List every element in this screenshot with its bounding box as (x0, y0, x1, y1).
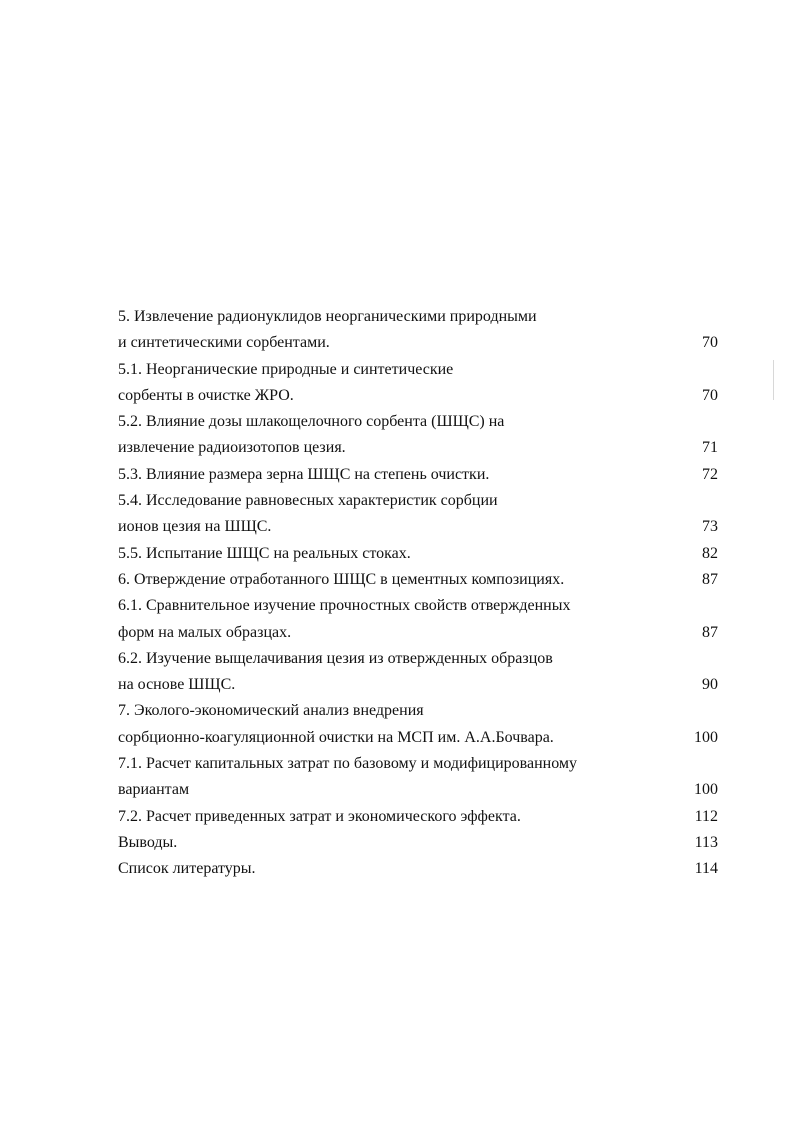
scan-edge-mark (773, 360, 774, 400)
toc-entry-title: 7. Эколого-экономический анализ внедрения (118, 702, 424, 720)
toc-entry (118, 462, 718, 488)
toc-entry (118, 698, 718, 724)
toc-entry-title: ионов цезия на ШЩС. (118, 518, 272, 536)
toc-entry (118, 383, 718, 409)
toc-entry-page-number: 112 (694, 807, 718, 825)
toc-entry-title: 7.2. Расчет приведенных затрат и экономического эффекта. (118, 807, 521, 825)
toc-entry (118, 435, 718, 461)
toc-entry-title: 6.1. Сравнительное изучение прочностных свойств отвержденных (118, 597, 571, 615)
toc-entry-title: 6.2. Изучение выщелачивания цезия из отвержденных образцов (118, 649, 553, 667)
toc-entry-page-number: 72 (702, 465, 718, 483)
toc-entry-title: 6. Отверждение отработанного ШЩС в цементных композициях. (118, 570, 565, 588)
toc-entry (118, 357, 718, 383)
toc-entry (118, 646, 718, 672)
toc-entry-page-number: 100 (694, 781, 718, 799)
toc-entry-page-number: 90 (702, 676, 718, 694)
toc-entry (118, 620, 718, 646)
toc-entry (118, 514, 718, 540)
toc-entry-title: сорбенты в очистке ЖРО. (118, 386, 294, 404)
toc-entry-title: вариантам (118, 781, 190, 799)
toc-entry (118, 856, 718, 882)
toc-entry (118, 751, 718, 777)
toc-entry-title: Список литературы. (118, 860, 256, 878)
toc-entry-page-number: 87 (702, 623, 718, 641)
toc-entry-title: сорбционно-коагуляционной очистки на МСП им. А.А.Бочвара. (118, 728, 554, 746)
toc-entry-page-number: 82 (702, 544, 718, 562)
toc-entry-title: Выводы. (118, 833, 178, 851)
toc-entry (118, 541, 718, 567)
toc-entry-title: 5.2. Влияние дозы шлакощелочного сорбента (ШЩС) на (118, 413, 505, 431)
toc-entry-page-number: 73 (702, 518, 718, 536)
toc-entry-title: и синтетическими сорбентами. (118, 334, 330, 352)
toc-entry-page-number: 87 (702, 570, 718, 588)
toc-entry (118, 777, 718, 803)
toc-entry-page-number: 70 (702, 334, 718, 352)
toc-entry (118, 725, 718, 751)
toc-entry-title: 5. Извлечение радионуклидов неорганическими природными (118, 308, 537, 325)
toc-entry-title: 5.5. Испытание ШЩС на реальных стоках. (118, 544, 411, 562)
toc-entry-title: 5.3. Влияние размера зерна ШЩС на степень очистки. (118, 465, 490, 483)
toc-entry-page-number: 100 (694, 728, 718, 746)
toc-entry (118, 804, 718, 830)
toc-entry (118, 409, 718, 435)
toc-entry (118, 488, 718, 514)
toc-entry-page-number: 71 (702, 439, 718, 457)
toc-entry-title: 5.1. Неорганические природные и синтетические (118, 360, 454, 378)
table-of-contents (118, 304, 718, 883)
toc-entry-page-number: 113 (694, 833, 718, 851)
toc-entry-page-number: 114 (694, 860, 718, 878)
toc-entry (118, 304, 718, 330)
toc-entry (118, 672, 718, 698)
toc-entry (118, 593, 718, 619)
toc-entry-title: форм на малых образцах. (118, 623, 292, 641)
toc-entry-title: 5.4. Исследование равновесных характеристик сорбции (118, 492, 498, 510)
toc-entry-page-number: 70 (702, 386, 718, 404)
toc-entry (118, 567, 718, 593)
toc-entry (118, 830, 718, 856)
toc-entry-title: извлечение радиоизотопов цезия. (118, 439, 346, 457)
toc-entry-title: на основе ШЩС. (118, 676, 236, 694)
toc-entry-title: 7.1. Расчет капитальных затрат по базовому и модифицированному (118, 755, 578, 773)
toc-entry (118, 330, 718, 356)
